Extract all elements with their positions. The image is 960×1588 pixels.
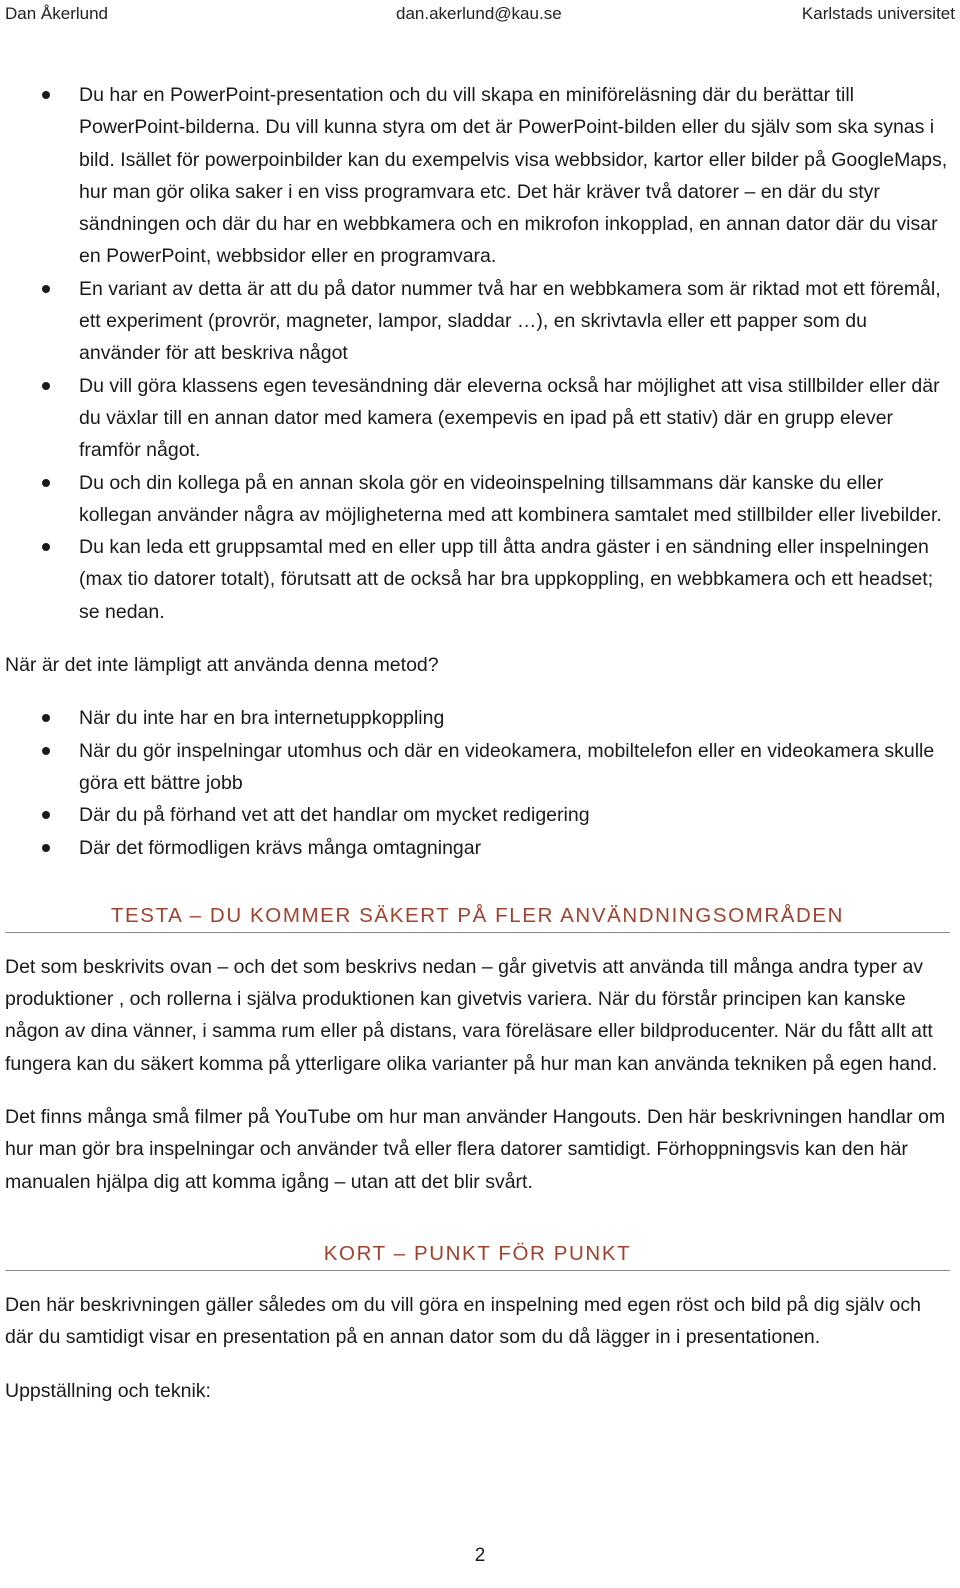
list-item-text: Du vill göra klassens egen tevesändning där eleverna också har möjlighet att visa stillbilder eller där du växlar till en annan dator med kamera (exempevis en ipad på ett stativ) där en grupp elever framför något. <box>79 374 940 462</box>
section-heading-testa: TESTA – DU KOMMER SÄKERT PÅ FLER ANVÄNDNINGSOMRÅDEN <box>5 904 950 933</box>
list-item <box>5 273 950 370</box>
page-header <box>5 4 955 26</box>
bullet-icon <box>42 811 50 819</box>
list-item <box>5 735 950 800</box>
list-item <box>5 531 950 628</box>
paragraph: Den här beskrivningen gäller således om du vill göra en inspelning med egen röst och bild på dig själv och där du samtidigt visar en presentation på en annan dator som du då lägger in i presentationen. <box>5 1293 921 1349</box>
list-item-text: Du kan leda ett gruppsamtal med en eller upp till åtta andra gäster i en sändning eller inspelningen (max tio datorer totalt), förutsatt att de också har bra uppkoppling, en webbkamera och ett headset; se nedan. <box>79 536 934 623</box>
page-number: 2 <box>474 1545 486 1566</box>
bullet-icon <box>42 747 50 755</box>
bullet-icon <box>42 543 50 551</box>
unsuitable-list <box>5 702 950 863</box>
use-case-list <box>5 79 950 628</box>
list-item <box>5 370 950 467</box>
header-author: Dan Åkerlund <box>5 4 109 23</box>
bullet-icon <box>42 91 50 99</box>
list-item-text: När du gör inspelningar utomhus och där en videokamera, mobiltelefon eller en videokamera skulle göra ett bättre jobb <box>79 739 935 794</box>
bullet-icon <box>42 382 50 390</box>
section-heading-kort: KORT – PUNKT FÖR PUNKT <box>5 1242 950 1271</box>
bullet-icon <box>42 479 50 487</box>
list-item-text: Du har en PowerPoint-presentation och du vill skapa en miniföreläsning där du berättar till PowerPoint-bilderna. Du vill kunna styra om det är PowerPoint-bilden eller du själv som ska synas i bild. Isället för powerpoinbilder kan du exempelvis visa webbsidor, kartor eller bilder på GoogleMaps, hur man gör olika saker i en viss programvara etc. Det här kräver två datorer – en där du styr sändningen och där du har en webbkamera och en mikrofon inkopplad, en annan dator där du visar en PowerPoint, webbsidor eller en programvara. <box>79 84 948 268</box>
header-org: Karlstads universitet <box>801 4 955 23</box>
list-item <box>5 702 950 734</box>
list-item-text: Där du på förhand vet att det handlar om mycket redigering <box>79 804 590 827</box>
list-item-text: Där det förmodligen krävs många omtagningar <box>79 836 482 859</box>
document-body <box>5 79 950 1407</box>
paragraph: Det finns många små filmer på YouTube om hur man använder Hangouts. Den här beskrivningen handlar om hur man gör bra inspelningar och använder två eller flera datorer samtidigt. Förhoppningsvis kan den här manualen hjälpa dig att komma igång – utan att det blir svårt. <box>5 1106 946 1193</box>
paragraph: Uppställning och teknik: <box>5 1379 211 1402</box>
header-email: dan.akerlund@kau.se <box>396 4 562 23</box>
list-item <box>5 467 950 532</box>
paragraph: Det som beskrivits ovan – och det som beskrivs nedan – går givetvis att använda till många andra typer av produktioner , och rollerna i själva produktionen kan givetvis variera. När du förstår principen kan kanske någon av dina vänner, i samma rum eller på distans, vara föreläsare eller bildproducenter. När du fått allt att fungera kan du säkert komma på ytterligare olika varianter på hur man kan använda tekniken på egen hand. <box>5 955 938 1075</box>
list-item-text: När du inte har en bra internetuppkoppling <box>79 707 445 730</box>
list-item <box>5 799 950 831</box>
list-item <box>5 79 950 273</box>
list-item-text: Du och din kollega på en annan skola gör en videoinspelning tillsammans där kanske du eller kollegan använder några av möjligheterna med att kombinera samtalet med stillbilder eller livebilder. <box>79 471 942 526</box>
bullet-icon <box>42 844 50 852</box>
question-text: När är det inte lämpligt att använda denna metod? <box>5 654 439 677</box>
list-item-text: En variant av detta är att du på dator nummer två har en webbkamera som är riktad mot ett föremål, ett experiment (provrör, magneter, lampor, sladdar …), en skrivtavla eller ett papper som du använder för att beskriva något <box>79 277 941 365</box>
bullet-icon <box>42 714 50 722</box>
bullet-icon <box>42 285 50 293</box>
list-item <box>5 832 950 864</box>
